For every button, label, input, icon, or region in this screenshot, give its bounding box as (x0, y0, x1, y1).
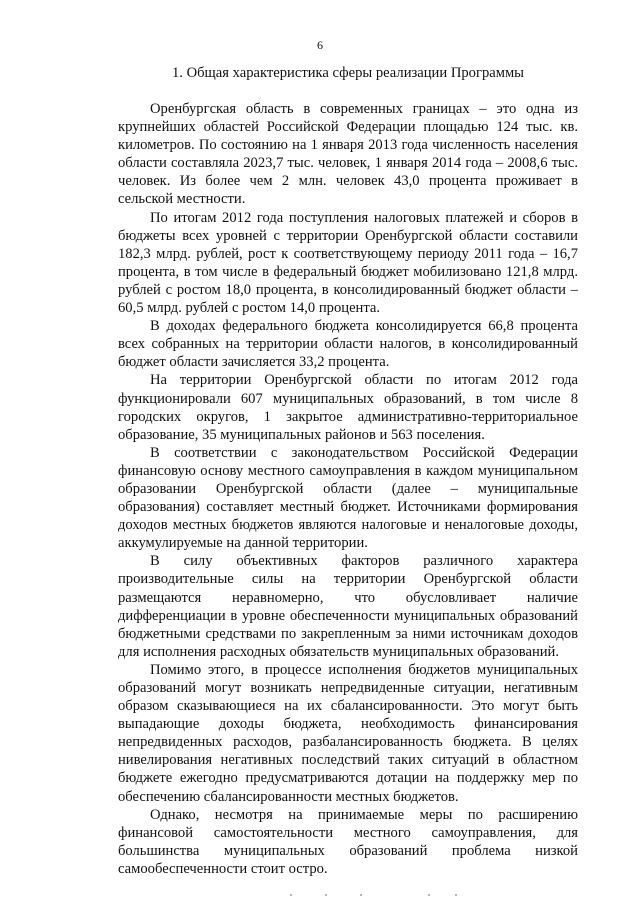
paragraph-region-overview: Оренбургская область в современных границах – это одна из крупнейших областей Российской Федерации площадью 124 тыс. кв. километров. По состоянию на 1 января 2013 года численность населения области составляла 2023,7 тыс. человек, 1 января 2014 года – 2008,6 тыс. человек. Из более чем 2 млн. человек 43,0 процента проживает в сельской местности. (118, 101, 578, 208)
paragraph-local-budget-basis: В соответствии с законодательством Российской Федерации финансовую основу местного самоуправления в каждом муниципальном образовании Оренбургской области (далее – муниципальные образования) составляет местный бюджет. Источниками формирования доходов местных бюджетов являются налоговые и неналоговые доходы, аккумулируемые на данной территории. (118, 444, 578, 552)
scan-dot (325, 894, 327, 896)
scan-dot (360, 894, 362, 896)
scan-dot (290, 894, 292, 896)
paragraph-unforeseen-situations: Помимо этого, в процессе исполнения бюджетов муниципальных образований могут возникать непредвиденные ситуации, негативным образом сказывающиеся на их сбалансированности. Это могут быть выпадающие доходы бюджета, необходимость финансирования непредвиденных расходов, разбалансированность бюджета. В целях нивелирования негативных последствий таких ситуаций в областном бюджете ежегодно предусматриваются дотации на поддержку мер по обеспечению сбалансированности местных бюджетов. (118, 661, 578, 805)
page-number: 6 (317, 38, 323, 52)
document-body (118, 100, 578, 878)
paragraph-tax-revenues: По итогам 2012 года поступления налоговых платежей и сборов в бюджеты всех уровней с территории Оренбургской области составили 182,3 млрд. рублей, рост к соответствующему периоду 2011 года – 16,7 процента, в том числе в федеральный бюджет мобилизовано 121,8 млрд. рублей с ростом 18,0 процента, в консолидированный бюджет области – 60,5 млрд. рублей с ростом 14,0 процента. (118, 209, 578, 317)
paragraph-federal-share: В доходах федерального бюджета консолидируется 66,8 процента всех собранных на территории области налогов, в консолидированный бюджет области зачисляется 33,2 процента. (118, 318, 578, 371)
scan-footer-marks (0, 894, 640, 898)
paragraph-differentiation: В силу объективных факторов различного характера производительные силы на территории Оренбургской области размещаются неравномерно, что обусловливает наличие дифференциации в уровне обеспеченности муниципальных образований бюджетными средствами по закрепленным за ними источникам доходов для исполнения расходных обязательств муниципальных образований. (118, 553, 578, 660)
scan-dot (428, 894, 430, 896)
paragraph-self-sufficiency-problem: Однако, несмотря на принимаемые меры по расширению финансовой самостоятельности местного самоуправления, для большинства муниципальных образований проблема низкой самообеспеченности стоит остро. (118, 806, 578, 877)
paragraph-municipalities-count: На территории Оренбургской области по итогам 2012 года функционировали 607 муниципальных образований, в том числе 8 городских округов, 1 закрытое административно-территориальное образование, 35 муниципальных районов и 563 поселения. (118, 372, 578, 443)
scan-dot (455, 894, 457, 896)
section-title: 1. Общая характеристика сферы реализации Программы (172, 65, 524, 81)
